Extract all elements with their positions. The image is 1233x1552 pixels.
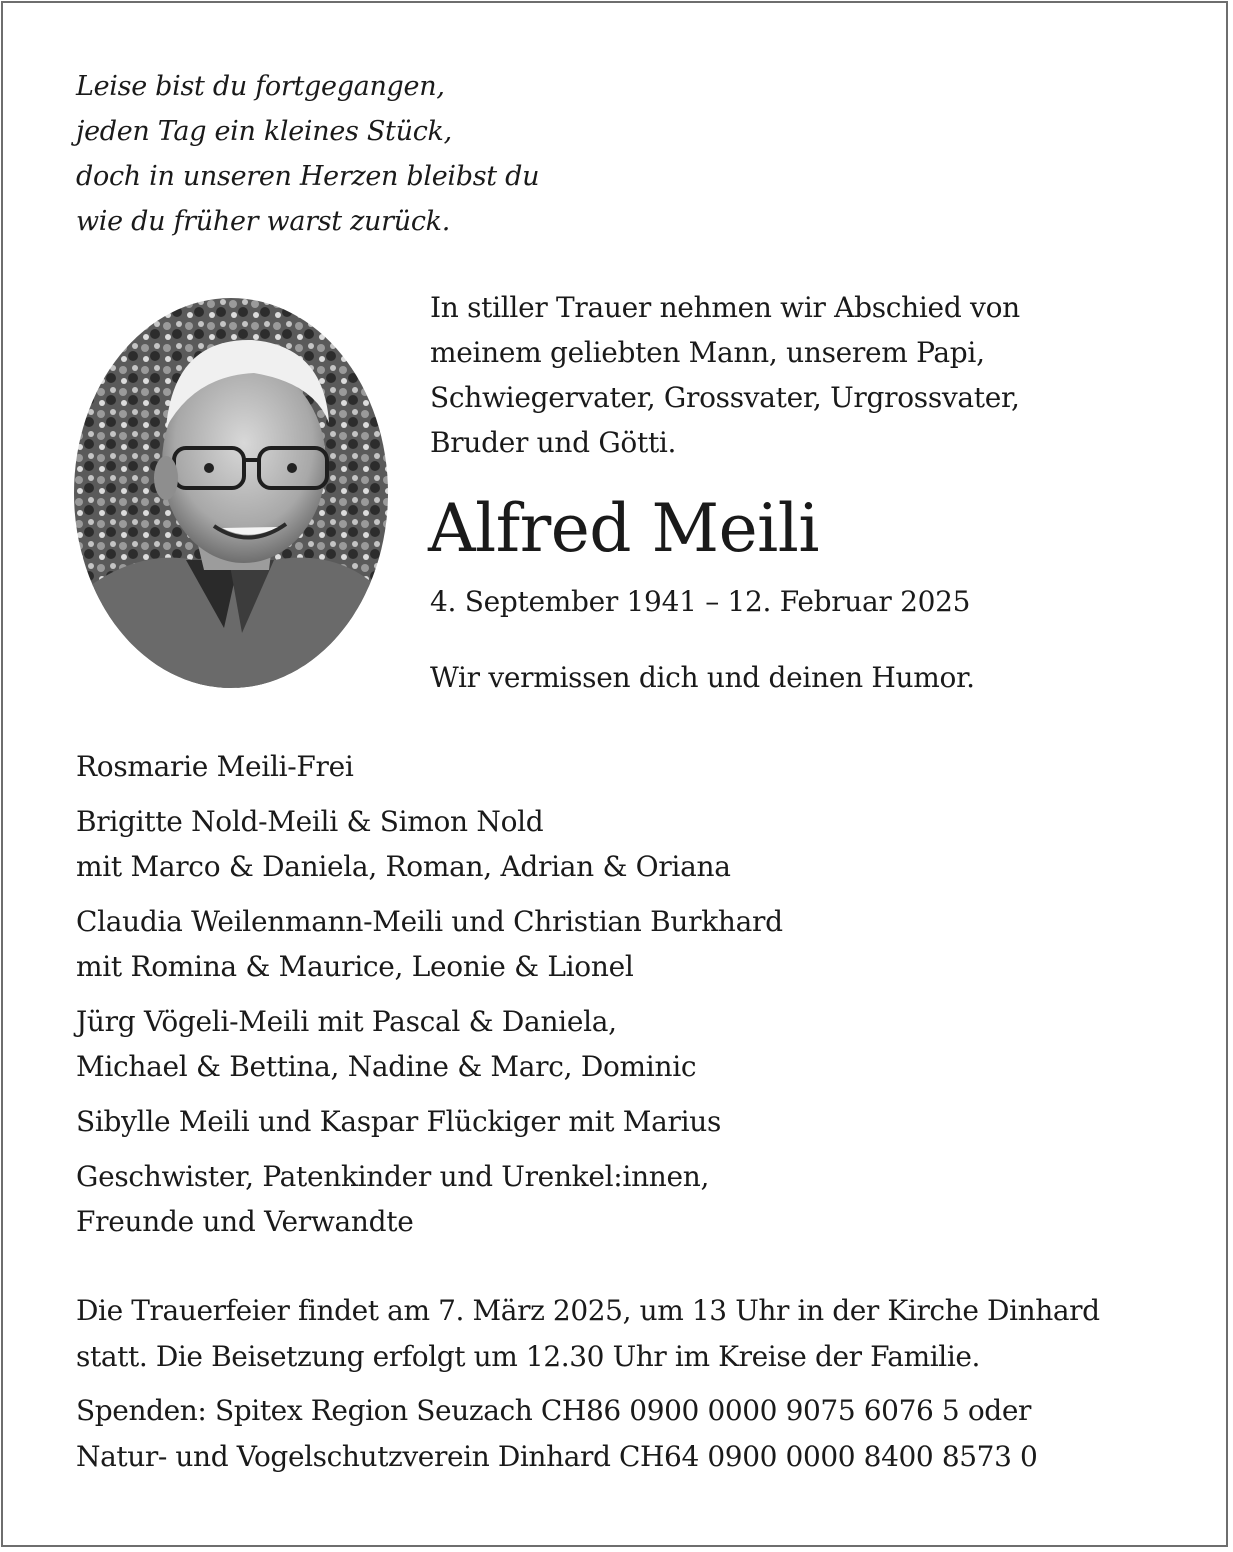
service-info [76, 1288, 1100, 1380]
mourner-group [76, 799, 783, 889]
tagline: Wir vermissen dich und deinen Humor. [430, 661, 975, 694]
mourner-line: Jürg Vögeli-Meili mit Pascal & Daniela, [76, 1005, 617, 1038]
mourner-line: Geschwister, Patenkinder und Urenkel:innen, [76, 1160, 710, 1193]
mourner-line: Sibylle Meili und Kaspar Flückiger mit Marius [76, 1105, 722, 1138]
intro-line: meinem geliebten Mann, unserem Papi, [430, 336, 985, 369]
deceased-name: Alfred Meili [428, 490, 819, 567]
mourner-line: Claudia Weilenmann-Meili und Christian Burkhard [76, 905, 783, 938]
mourner-line: Michael & Bettina, Nadine & Marc, Dominic [76, 1050, 697, 1083]
portrait-image [74, 298, 388, 688]
mourners-list [76, 744, 783, 1254]
mourner-group [76, 999, 783, 1089]
mourner-group [76, 744, 783, 789]
poem-line: doch in unseren Herzen bleibst du [76, 161, 540, 192]
mourner-line: Rosmarie Meili-Frei [76, 750, 354, 783]
portrait-photo [74, 298, 388, 688]
mourner-line: mit Romina & Maurice, Leonie & Lionel [76, 950, 634, 983]
intro-line: Schwiegervater, Grossvater, Urgrossvater, [430, 381, 1020, 414]
service-line: Die Trauerfeier findet am 7. März 2025, um 13 Uhr in der Kirche Dinhard [76, 1294, 1100, 1327]
donation-line: Natur- und Vogelschutzverein Dinhard CH64 0900 0000 8400 8573 0 [76, 1440, 1038, 1473]
donation-line: Spenden: Spitex Region Seuzach CH86 0900 0000 9075 6076 5 oder [76, 1394, 1031, 1427]
poem [76, 64, 539, 244]
intro-text [430, 285, 1020, 465]
intro-line: In stiller Trauer nehmen wir Abschied von [430, 291, 1020, 324]
poem-line: Leise bist du fortgegangen, [76, 71, 445, 102]
poem-line: jeden Tag ein kleines Stück, [76, 116, 452, 147]
mourner-line: Brigitte Nold-Meili & Simon Nold [76, 805, 544, 838]
service-line: statt. Die Beisetzung erfolgt um 12.30 Uhr im Kreise der Familie. [76, 1340, 981, 1373]
intro-line: Bruder und Götti. [430, 426, 677, 459]
mourner-line: Freunde und Verwandte [76, 1205, 414, 1238]
mourner-group [76, 1099, 783, 1144]
mourner-group [76, 899, 783, 989]
mourner-group [76, 1154, 783, 1244]
life-dates: 4. September 1941 – 12. Februar 2025 [430, 585, 971, 618]
donations-info [76, 1388, 1037, 1480]
poem-line: wie du früher warst zurück. [76, 206, 450, 237]
mourner-line: mit Marco & Daniela, Roman, Adrian & Oriana [76, 850, 731, 883]
